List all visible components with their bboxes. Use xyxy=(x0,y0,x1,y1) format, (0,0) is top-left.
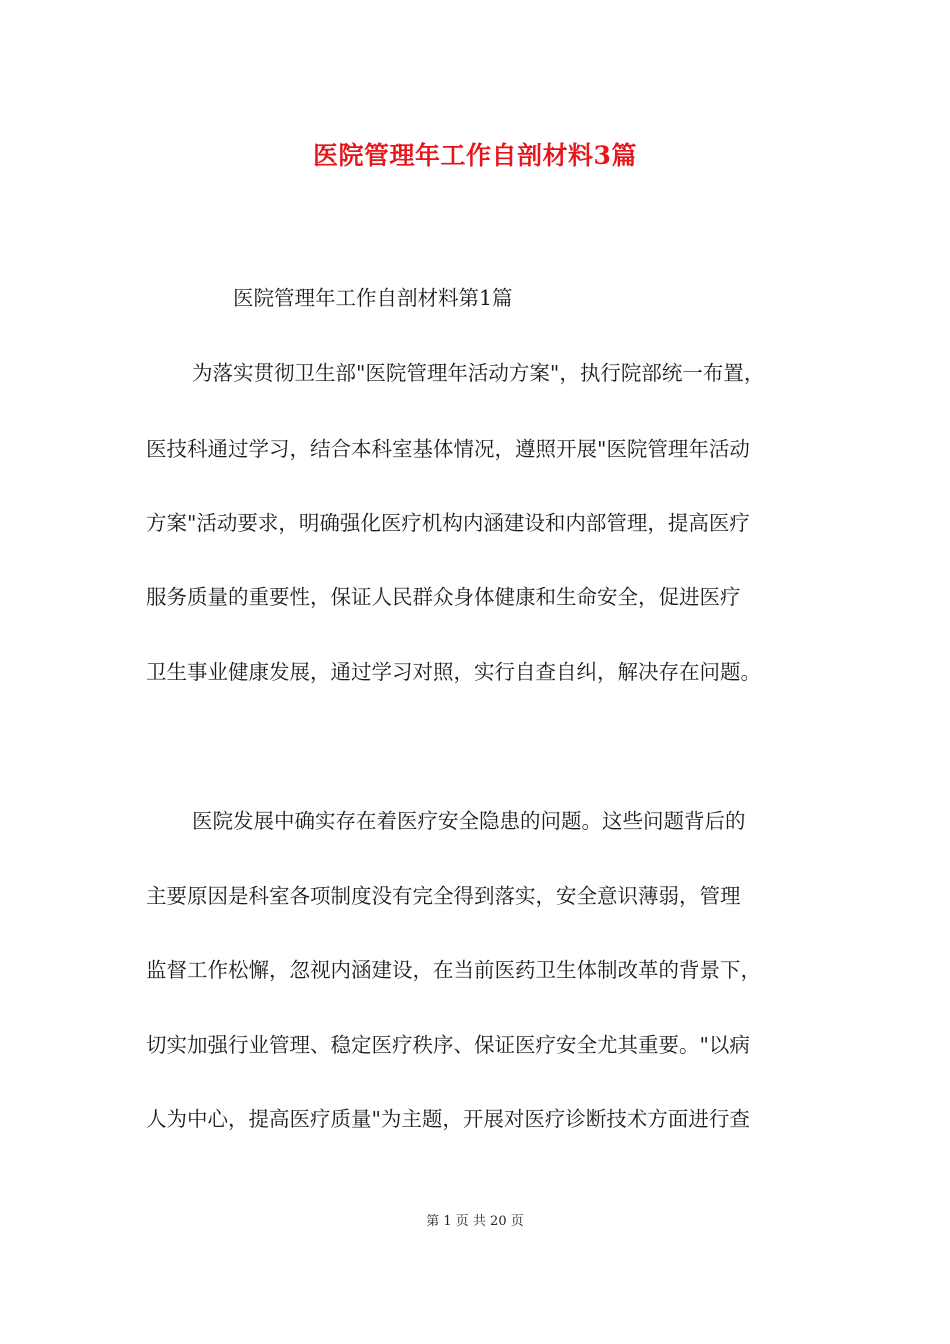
paragraph-line: 主要原因是科室各项制度没有完全得到落实，安全意识薄弱，管理 xyxy=(146,884,741,908)
paragraph-line: 医技科通过学习，结合本科室基体情况，遵照开展"医院管理年活动 xyxy=(146,437,750,461)
paragraph-line: 卫生事业健康发展，通过学习对照，实行自查自纠，解决存在问题。 xyxy=(146,660,761,684)
document-title: 医院管理年工作自剖材料3篇 xyxy=(313,141,637,170)
page-footer: 第 1 页 共 20 页 xyxy=(426,1214,524,1229)
paragraph-line: 服务质量的重要性，保证人民群众身体健康和生命安全，促进医疗 xyxy=(146,585,741,609)
paragraph-line: 切实加强行业管理、稳定医疗秩序、保证医疗安全尤其重要。"以病 xyxy=(146,1033,750,1057)
paragraph-line: 医院发展中确实存在着医疗安全隐患的问题。这些问题背后的 xyxy=(192,809,746,833)
paragraph-line: 人为中心，提高医疗质量"为主题，开展对医疗诊断技术方面进行查 xyxy=(146,1107,750,1131)
paragraph-line: 方案"活动要求，明确强化医疗机构内涵建设和内部管理，提高医疗 xyxy=(146,511,750,535)
section-heading: 医院管理年工作自剖材料第1篇 xyxy=(233,286,513,310)
paragraph-line: 监督工作松懈，忽视内涵建设，在当前医药卫生体制改革的背景下， xyxy=(146,958,761,982)
paragraph-line: 为落实贯彻卫生部"医院管理年活动方案"，执行院部统一布置， xyxy=(192,361,765,385)
